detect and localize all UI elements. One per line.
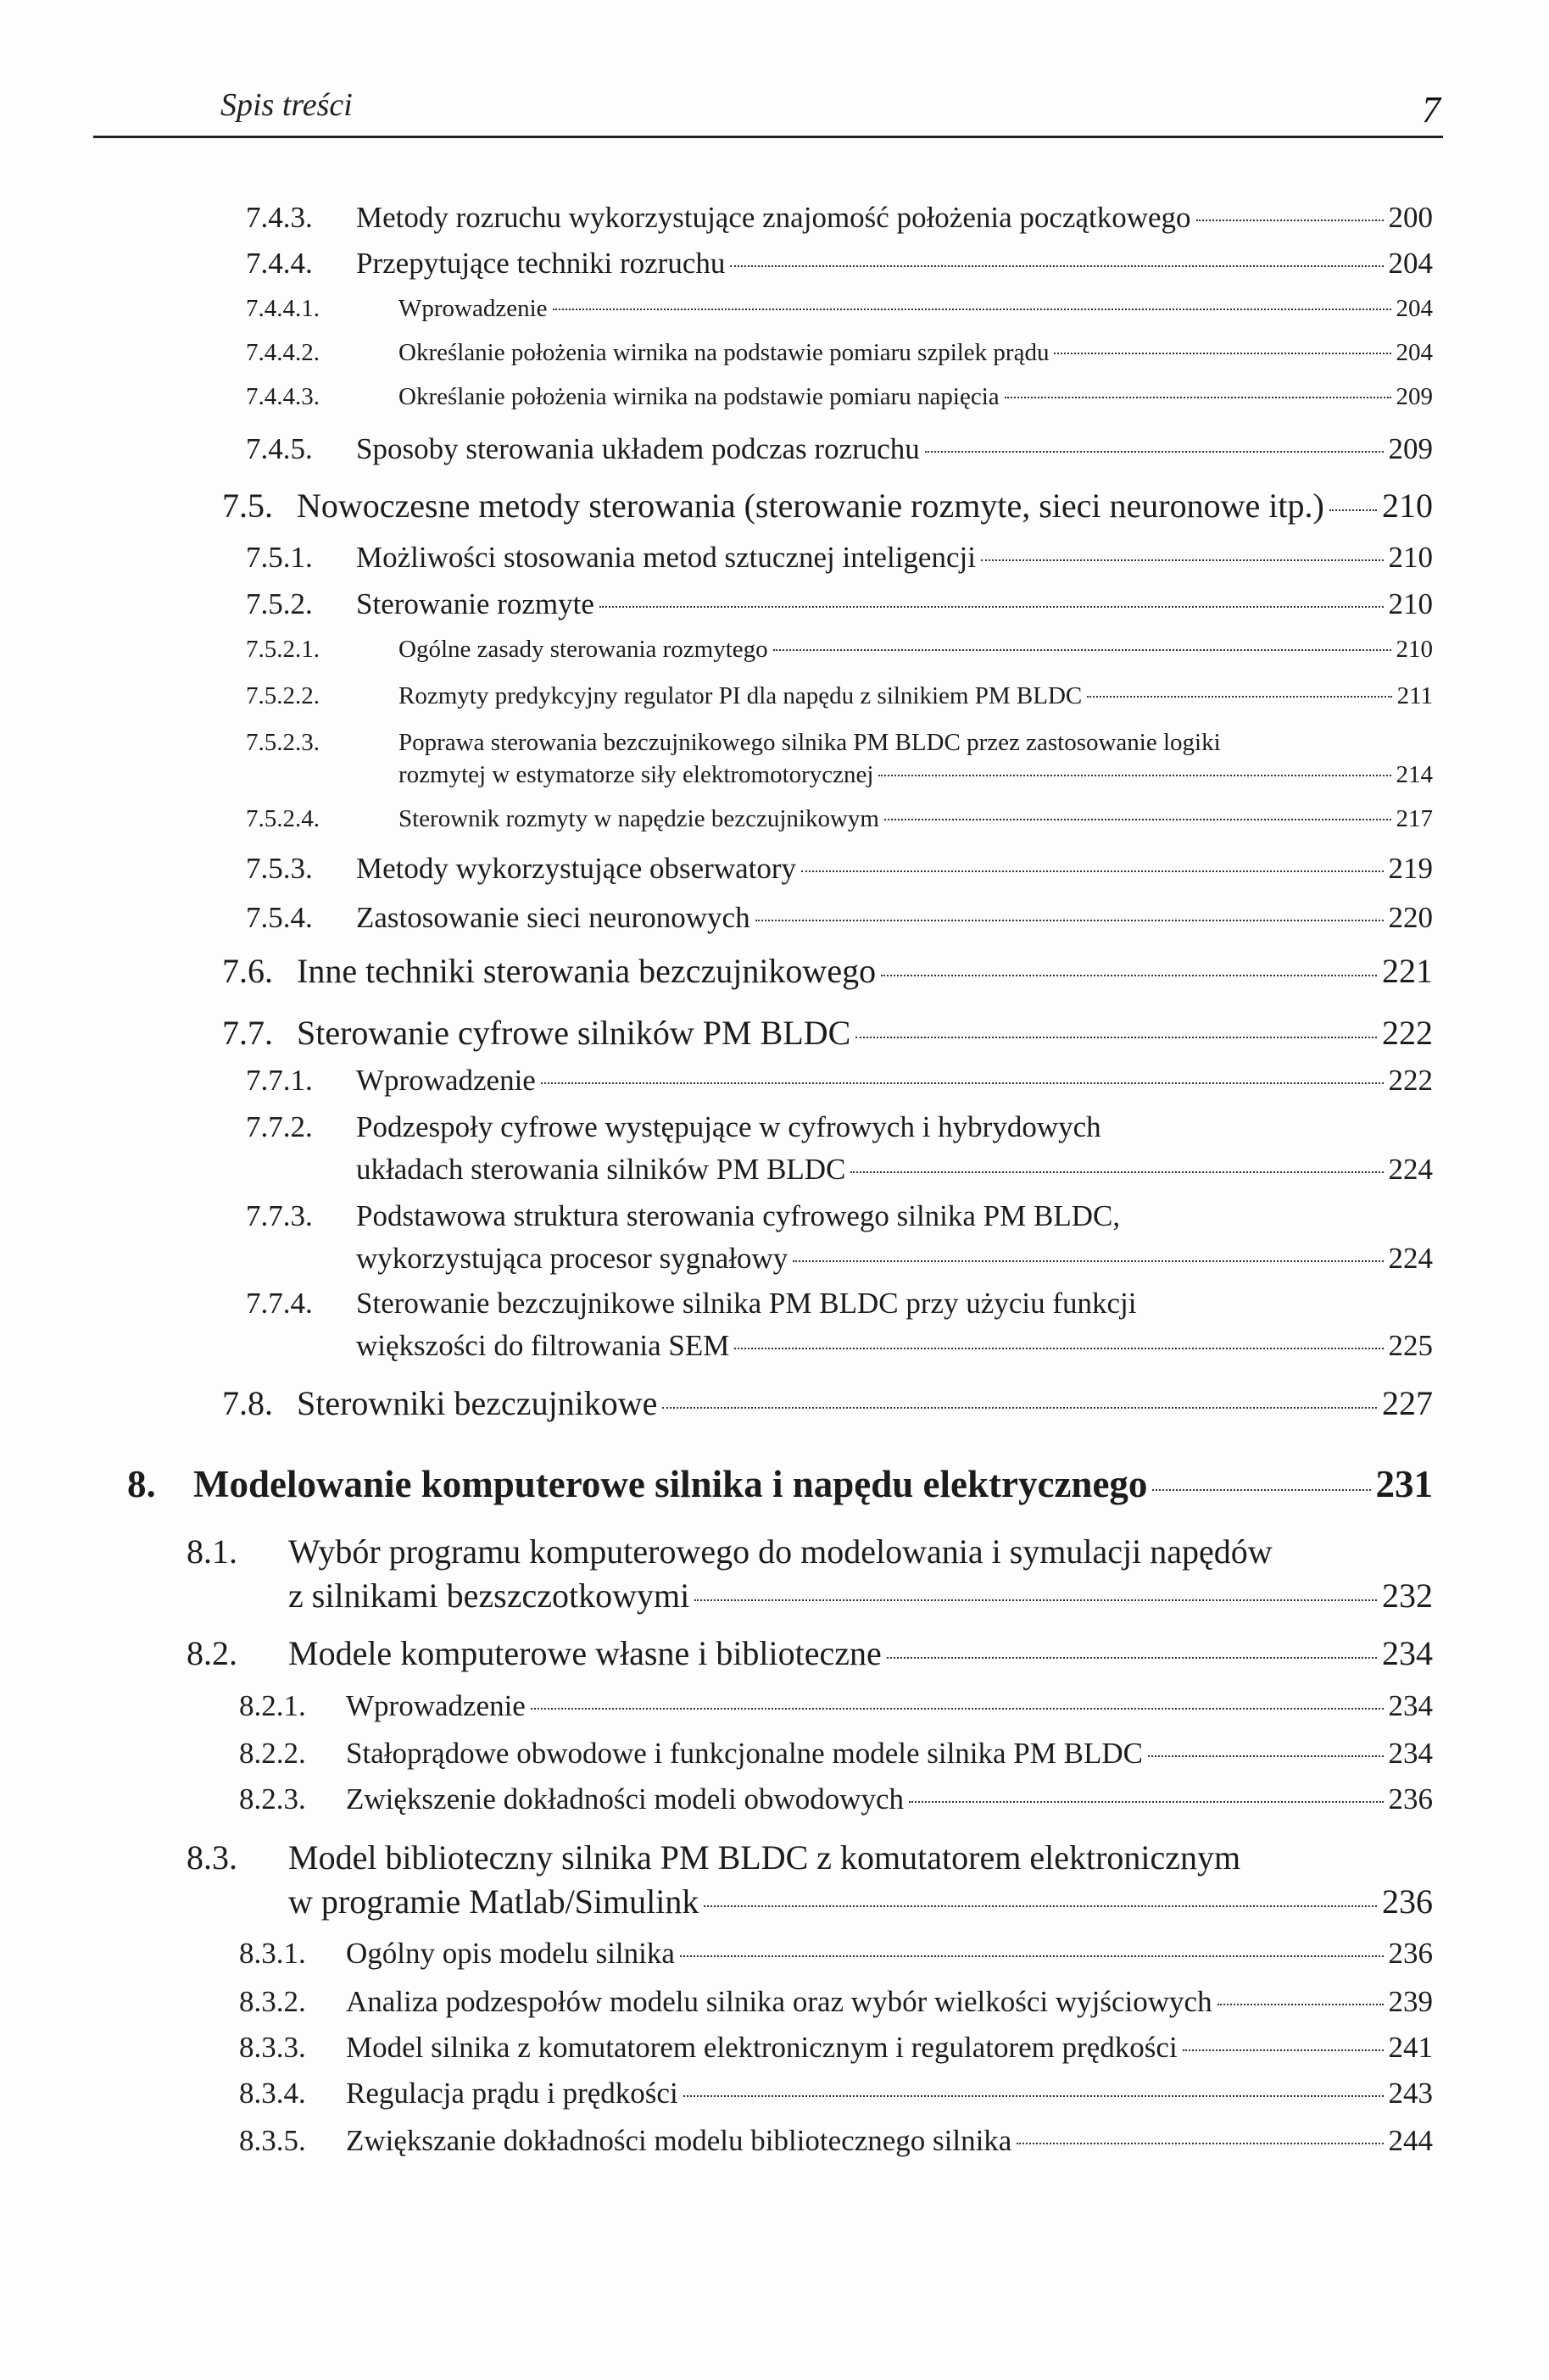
toc-entry-number: 7.4.4.2. <box>246 339 320 366</box>
toc-entry-title: Przepytujące techniki rozruchu <box>356 247 726 280</box>
toc-entry-page: 214 <box>1396 761 1433 788</box>
toc-entry-page: 232 <box>1382 1576 1433 1615</box>
toc-entry[interactable] <box>187 1838 1433 1926</box>
dot-leader <box>1329 509 1377 511</box>
toc-entry-number: 8. <box>127 1463 156 1505</box>
dot-leader <box>1152 1489 1370 1491</box>
dot-leader <box>1087 696 1391 698</box>
toc-entry-page: 204 <box>1388 247 1433 280</box>
toc-entry-title: Zwiększanie dokładności modelu bibliotecznego silnika <box>346 2124 1012 2157</box>
dot-leader <box>909 1801 1383 1803</box>
toc-entry-page: 222 <box>1388 1064 1433 1097</box>
toc-entry-title: Sterownik rozmyty w napędzie bezczujnikowym <box>398 805 879 832</box>
toc-entry[interactable] <box>246 682 1433 723</box>
toc-entry-title: Metody wykorzystujące obserwatory <box>356 852 797 885</box>
toc-entry-number: 7.4.3. <box>246 201 313 234</box>
toc-entry-title: Ogólne zasady sterowania rozmytego <box>398 636 768 663</box>
toc-entry[interactable] <box>239 1985 1433 2026</box>
toc-entry[interactable] <box>239 2031 1433 2071</box>
toc-entry-number: 8.3.5. <box>239 2124 306 2157</box>
dot-leader <box>694 1599 1377 1601</box>
toc-entry-title: rozmytej w estymatorze siły elektromotorycznej <box>398 761 874 788</box>
toc-entry-page: 210 <box>1388 587 1433 620</box>
dot-leader <box>773 649 1391 651</box>
toc-entry[interactable] <box>187 1532 1433 1620</box>
toc-entry-title: Sterowanie bezczujnikowe silnika PM BLDC przy użyciu funkcji <box>356 1287 1137 1320</box>
toc-entry-page: 244 <box>1388 2124 1433 2157</box>
dot-leader <box>1217 2004 1384 2005</box>
toc-entry[interactable] <box>187 1633 1433 1674</box>
toc-entry-number: 7.5.2.3. <box>246 729 320 756</box>
toc-entry-number: 7.7.3. <box>246 1199 313 1232</box>
toc-entry[interactable] <box>246 432 1433 473</box>
dot-leader <box>793 1260 1383 1262</box>
toc-entry-title: Analiza podzespołów modelu silnika oraz wybór wielkości wyjściowych <box>346 1985 1212 2018</box>
toc-entry-title: Inne techniki sterowania bezczujnikowego <box>297 952 877 990</box>
toc-entry-page: 234 <box>1388 1737 1433 1770</box>
toc-entry-number: 8.3.4. <box>239 2077 306 2110</box>
toc-entry[interactable] <box>246 1287 1433 1371</box>
toc-entry[interactable] <box>246 636 1433 676</box>
toc-entry[interactable] <box>246 1064 1433 1104</box>
toc-entry-number: 8.2. <box>187 1634 237 1672</box>
toc-entry-title: Wprowadzenie <box>356 1064 536 1097</box>
dot-leader <box>1196 220 1384 221</box>
toc-entry-page: 239 <box>1388 1985 1433 2018</box>
toc-entry-page: 210 <box>1388 541 1433 574</box>
toc-entry-number: 8.3.3. <box>239 2031 306 2064</box>
dot-leader <box>599 606 1384 608</box>
toc-entry-number: 7.7.2. <box>246 1110 313 1143</box>
toc-entry-title: Zwiększenie dokładności modeli obwodowych <box>346 1782 905 1816</box>
dot-leader <box>884 819 1391 820</box>
toc-entry-number: 7.5.4. <box>246 901 313 934</box>
toc-entry[interactable] <box>127 1462 1433 1503</box>
toc-entry-number: 8.3.1. <box>239 1937 306 1970</box>
toc-entry-page: 236 <box>1388 1782 1433 1816</box>
toc-entry[interactable] <box>246 247 1433 287</box>
toc-entry-title: Model biblioteczny silnika PM BLDC z komutatorem elektronicznym <box>288 1838 1241 1877</box>
toc-entry-title: Wprowadzenie <box>346 1689 526 1722</box>
dot-leader <box>1005 397 1391 398</box>
toc-entry-number: 7.6. <box>222 952 273 990</box>
toc-entry-title: Sterowniki bezczujnikowe <box>297 1384 658 1422</box>
toc-entry-title: Modele komputerowe własne i biblioteczne <box>288 1634 882 1672</box>
toc-entry-number: 7.5.2. <box>246 587 313 620</box>
toc-entry[interactable] <box>246 901 1433 942</box>
toc-entry-number: 7.7.4. <box>246 1287 313 1320</box>
dot-leader <box>881 975 1377 976</box>
toc-entry[interactable] <box>239 1937 1433 1977</box>
toc-entry-page: 221 <box>1382 952 1433 990</box>
toc-entry-title: Zastosowanie sieci neuronowych <box>356 901 750 934</box>
toc-entry-page: 231 <box>1375 1463 1433 1505</box>
toc-entry-page: 219 <box>1388 852 1433 885</box>
toc-entry-title: Poprawa sterowania bezczujnikowego silnika PM BLDC przez zastosowanie logiki <box>398 729 1221 756</box>
toc-entry-number: 7.7.1. <box>246 1064 313 1097</box>
running-head: Spis treści <box>220 87 353 123</box>
toc-entry-title: Model silnika z komutatorem elektronicznym i regulatorem prędkości <box>346 2031 1178 2064</box>
dot-leader <box>887 1657 1377 1659</box>
toc-entry-title: Ogólny opis modelu silnika <box>346 1937 675 1970</box>
toc-entry-number: 7.5.2.4. <box>246 805 320 832</box>
dot-leader <box>662 1407 1377 1409</box>
toc-entry[interactable] <box>239 2124 1433 2165</box>
dot-leader <box>680 1955 1384 1957</box>
toc-entry-title: Nowoczesne metody sterowania (sterowanie rozmyte, sieci neuronowe itp.) <box>297 487 1324 525</box>
toc-entry-page: 227 <box>1382 1384 1433 1422</box>
toc-entry-title: Regulacja prądu i prędkości <box>346 2077 678 2110</box>
toc-entry-title: Sterowanie cyfrowe silników PM BLDC <box>297 1014 851 1052</box>
dot-leader <box>1148 1755 1384 1757</box>
dot-leader <box>855 1037 1377 1038</box>
toc-entry-page: 243 <box>1388 2077 1433 2110</box>
toc-entry-page: 204 <box>1396 339 1433 366</box>
dot-leader <box>553 309 1391 310</box>
toc-entry-title: Metody rozruchu wykorzystujące znajomość położenia początkowego <box>356 201 1191 234</box>
toc-entry-page: 210 <box>1382 487 1433 525</box>
toc-entry-page: 210 <box>1396 636 1433 663</box>
dot-leader <box>683 2095 1384 2097</box>
toc-entry-number: 7.7. <box>222 1014 273 1052</box>
toc-entry[interactable] <box>239 2077 1433 2117</box>
toc-entry-title: układach sterowania silników PM BLDC <box>356 1153 846 1186</box>
toc-entry-page: 234 <box>1388 1689 1433 1722</box>
dot-leader <box>704 1905 1377 1907</box>
toc-entry-page: 209 <box>1388 432 1433 465</box>
toc-entry-page: 224 <box>1388 1153 1433 1186</box>
toc-entry-title: Wybór programu komputerowego do modelowania i symulacji napędów <box>288 1532 1273 1571</box>
toc-entry-title: Sterowanie rozmyte <box>356 587 594 620</box>
toc-entry-title: Określanie położenia wirnika na podstawie pomiaru napięcia <box>398 383 1000 410</box>
toc-entry[interactable] <box>246 729 1433 793</box>
toc-entry[interactable] <box>239 1689 1433 1730</box>
dot-leader <box>531 1708 1384 1710</box>
toc-entry[interactable] <box>246 201 1433 242</box>
toc-entry-title: Stałoprądowe obwodowe i funkcjonalne modele silnika PM BLDC <box>346 1737 1143 1770</box>
toc-entry-page: 225 <box>1388 1329 1433 1362</box>
toc-entry[interactable] <box>246 541 1433 581</box>
toc-entry-page: 224 <box>1388 1242 1433 1275</box>
dot-leader <box>878 775 1390 776</box>
toc-entry[interactable] <box>246 1110 1433 1195</box>
toc-entry-title: Modelowanie komputerowe silnika i napędu elektrycznego <box>193 1463 1148 1505</box>
toc-entry-number: 7.5.1. <box>246 541 313 574</box>
toc-entry-number: 7.5.2.1. <box>246 636 320 663</box>
toc-entry[interactable] <box>222 951 1433 992</box>
toc-entry-number: 7.8. <box>222 1384 273 1422</box>
toc-entry-page: 236 <box>1388 1937 1433 1970</box>
toc-entry-number: 8.3.2. <box>239 1985 306 2018</box>
toc-entry-page: 204 <box>1396 295 1433 322</box>
dot-leader <box>1183 2049 1384 2051</box>
toc-entry-number: 7.4.5. <box>246 432 313 465</box>
toc-entry-number: 7.4.4. <box>246 247 313 280</box>
dot-leader <box>755 920 1384 921</box>
toc-entry-page: 211 <box>1396 682 1433 709</box>
toc-entry-title: w programie Matlab/Simulink <box>288 1882 699 1921</box>
toc-entry-number: 7.5.3. <box>246 852 313 885</box>
toc-entry[interactable] <box>239 1737 1433 1777</box>
toc-entry-title: Podzespoły cyfrowe występujące w cyfrowych i hybrydowych <box>356 1110 1101 1143</box>
toc-entry[interactable] <box>246 383 1433 424</box>
toc-entry-number: 8.2.1. <box>239 1689 306 1722</box>
toc-entry-number: 7.5.2.2. <box>246 682 320 709</box>
dot-leader <box>1054 353 1390 354</box>
toc-entry-page: 222 <box>1382 1014 1433 1052</box>
toc-entry[interactable] <box>246 587 1433 628</box>
dot-leader <box>734 1348 1383 1349</box>
header-rule <box>93 136 1443 138</box>
toc-entry-title: Określanie położenia wirnika na podstawie pomiaru szpilek prądu <box>398 339 1050 366</box>
dot-leader <box>1017 2143 1383 2144</box>
toc-entry-page: 209 <box>1396 383 1433 410</box>
toc-entry-number: 8.1. <box>187 1532 237 1571</box>
toc-entry[interactable] <box>246 805 1433 846</box>
dot-leader <box>801 870 1383 872</box>
toc-entry-page: 234 <box>1382 1634 1433 1672</box>
toc-entry-number: 8.2.2. <box>239 1737 306 1770</box>
toc-entry-number: 7.4.4.3. <box>246 383 320 410</box>
toc-entry-page: 220 <box>1388 901 1433 934</box>
dot-leader <box>850 1171 1383 1173</box>
toc-entry-number: 8.3. <box>187 1838 237 1877</box>
toc-entry[interactable] <box>222 1013 1433 1054</box>
dot-leader <box>925 451 1384 453</box>
toc-entry-page: 236 <box>1382 1882 1433 1921</box>
toc-entry[interactable] <box>246 295 1433 336</box>
toc-entry-number: 7.5. <box>222 487 273 525</box>
toc-entry-title: z silnikami bezszczotkowymi <box>288 1576 690 1615</box>
toc-entry-title: Sposoby sterowania układem podczas rozruchu <box>356 432 920 465</box>
toc-entry-number: 7.4.4.1. <box>246 295 320 322</box>
toc-entry-title: Wprowadzenie <box>398 295 548 322</box>
dot-leader <box>981 559 1384 561</box>
toc-entry-title: większości do filtrowania SEM <box>356 1329 730 1362</box>
dot-leader <box>541 1082 1384 1084</box>
toc-entry[interactable] <box>239 1782 1433 1823</box>
toc-entry-page: 241 <box>1388 2031 1433 2064</box>
toc-entry[interactable] <box>246 1199 1433 1284</box>
toc-entry[interactable] <box>222 486 1433 526</box>
page-number: 7 <box>1422 89 1440 131</box>
toc-entry[interactable] <box>246 339 1433 380</box>
toc-entry-title: Podstawowa struktura sterowania cyfrowego silnika PM BLDC, <box>356 1199 1121 1232</box>
toc-entry[interactable] <box>222 1383 1433 1424</box>
toc-entry-number: 8.2.3. <box>239 1782 306 1816</box>
toc-entry-page: 217 <box>1396 805 1433 832</box>
toc-entry-title: Możliwości stosowania metod sztucznej inteligencji <box>356 541 976 574</box>
toc-entry-page: 200 <box>1388 201 1433 234</box>
toc-entry[interactable] <box>246 852 1433 892</box>
toc-entry-title: wykorzystująca procesor sygnałowy <box>356 1242 788 1275</box>
dot-leader <box>730 265 1383 267</box>
toc-entry-title: Rozmyty predykcyjny regulator PI dla napędu z silnikiem PM BLDC <box>398 682 1083 709</box>
